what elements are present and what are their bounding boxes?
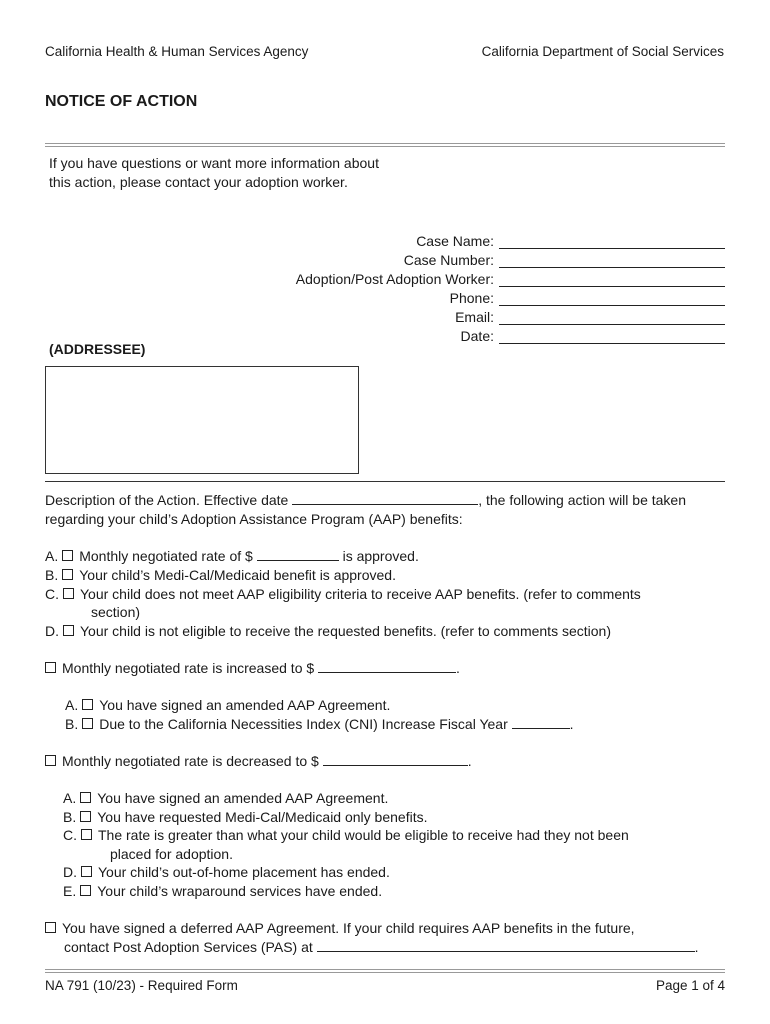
checkbox-decrease-e[interactable]	[80, 885, 91, 896]
decrease-option-d	[63, 863, 390, 882]
fiscal-year-field[interactable]	[512, 715, 570, 729]
case-name-field[interactable]	[499, 234, 725, 249]
deferred-agreement-continued	[64, 938, 699, 957]
option-text: Your child’s out-of-home placement has ended.	[98, 864, 390, 880]
case-number-label: Case Number:	[403, 252, 494, 268]
description-text: Description of the Action. Effective date	[45, 492, 289, 508]
checkbox-increase-b[interactable]	[82, 718, 93, 729]
rate-decrease	[41, 752, 472, 771]
option-letter: A.	[45, 548, 59, 564]
effective-date-field[interactable]	[292, 491, 478, 505]
divider	[45, 143, 725, 147]
agency-name: California Health & Human Services Agency	[45, 44, 309, 59]
worker-field[interactable]	[499, 272, 725, 287]
email-field[interactable]	[499, 310, 725, 325]
option-text: You have signed an amended AAP Agreement.	[97, 790, 389, 806]
checkbox-c[interactable]	[63, 588, 74, 599]
option-text: .	[694, 939, 699, 955]
email-label: Email:	[455, 309, 494, 325]
option-text: Due to the California Necessities Index (CNI) Increase Fiscal Year	[99, 716, 508, 732]
checkbox-increase[interactable]	[45, 662, 56, 673]
case-number-field[interactable]	[499, 253, 725, 268]
option-d	[45, 622, 611, 641]
option-text: You have signed an amended AAP Agreement.	[99, 697, 391, 713]
checkbox-deferred[interactable]	[45, 922, 56, 933]
option-text: Monthly negotiated rate is decreased to $	[62, 753, 319, 769]
description	[45, 491, 686, 529]
option-text: You have requested Medi-Cal/Medicaid only benefits.	[97, 809, 428, 825]
case-fields	[255, 230, 725, 344]
case-name-label: Case Name:	[416, 233, 494, 249]
case-number-row	[255, 249, 725, 268]
option-text: Your child’s wraparound services have ended.	[97, 883, 383, 899]
case-name-row	[255, 230, 725, 249]
option-b	[45, 566, 396, 585]
option-letter: E.	[63, 883, 77, 899]
increase-option-a	[65, 696, 390, 715]
option-letter: D.	[63, 864, 77, 880]
option-text: Your child’s Medi-Cal/Medicaid benefit is approved.	[79, 567, 396, 583]
option-letter: A.	[65, 697, 79, 713]
checkbox-increase-a[interactable]	[82, 699, 93, 710]
decrease-option-c-continued: placed for adoption.	[110, 846, 233, 862]
addressee-label: (ADDRESSEE)	[49, 341, 146, 357]
option-letter: A.	[63, 790, 77, 806]
addressee-box[interactable]	[45, 366, 359, 474]
option-text: Monthly negotiated rate is increased to $	[62, 660, 315, 676]
checkbox-decrease-d[interactable]	[81, 866, 92, 877]
decrease-option-e	[63, 882, 382, 901]
option-text: Monthly negotiated rate of $	[79, 548, 253, 564]
worker-row	[255, 268, 725, 287]
rate-increase	[41, 659, 460, 678]
option-text: .	[569, 716, 574, 732]
department-name: California Department of Social Services	[481, 44, 724, 59]
phone-label: Phone:	[449, 290, 494, 306]
email-row	[255, 306, 725, 325]
date-field[interactable]	[499, 329, 725, 344]
option-text: is approved.	[342, 548, 419, 564]
option-c	[45, 585, 641, 604]
divider	[45, 969, 725, 973]
negotiated-rate-field[interactable]	[257, 547, 339, 561]
date-row	[255, 325, 725, 344]
option-letter: C.	[45, 586, 59, 602]
option-text: .	[467, 753, 472, 769]
increase-option-b	[65, 715, 574, 734]
option-text: You have signed a deferred AAP Agreement. If your child requires AAP benefits in the future,	[62, 920, 635, 936]
increase-amount-field[interactable]	[318, 659, 456, 673]
page-number: Page 1 of 4	[655, 978, 725, 993]
phone-field[interactable]	[499, 291, 725, 306]
deferred-agreement	[41, 919, 635, 938]
option-c-continued: section)	[91, 604, 141, 620]
description-text: , the following action will be taken	[478, 492, 687, 508]
intro-text: If you have questions or want more information about this action, please contact your adoption worker.	[49, 155, 379, 190]
form-number: NA 791 (10/23) - Required Form	[45, 978, 238, 993]
page-title: NOTICE OF ACTION	[45, 93, 198, 110]
option-letter: D.	[45, 623, 59, 639]
option-text: Your child does not meet AAP eligibility criteria to receive AAP benefits. (refer to comments	[80, 586, 641, 602]
phone-row	[255, 287, 725, 306]
description-line-2: regarding your child’s Adoption Assistance Program (AAP) benefits:	[45, 511, 463, 527]
option-letter: B.	[45, 567, 59, 583]
checkbox-b[interactable]	[62, 569, 73, 580]
option-text: Your child is not eligible to receive the requested benefits. (refer to comments section)	[80, 623, 611, 639]
checkbox-a[interactable]	[62, 550, 73, 561]
option-text: .	[456, 660, 460, 676]
checkbox-decrease-a[interactable]	[80, 792, 91, 803]
option-letter: C.	[63, 827, 77, 843]
option-letter: B.	[65, 716, 79, 732]
option-a	[45, 547, 419, 566]
pas-contact-field[interactable]	[317, 938, 695, 952]
decrease-option-c	[63, 826, 629, 845]
description-line-1	[45, 491, 686, 510]
option-text: The rate is greater than what your child would be eligible to receive had they not been	[98, 827, 629, 843]
option-letter: B.	[63, 809, 77, 825]
checkbox-decrease-c[interactable]	[81, 829, 92, 840]
checkbox-decrease[interactable]	[45, 755, 56, 766]
worker-label: Adoption/Post Adoption Worker:	[295, 271, 494, 287]
date-label: Date:	[460, 328, 494, 344]
checkbox-decrease-b[interactable]	[80, 811, 91, 822]
decrease-amount-field[interactable]	[323, 752, 468, 766]
divider	[45, 481, 725, 482]
decrease-option-b	[63, 808, 427, 827]
option-text: contact Post Adoption Services (PAS) at	[64, 939, 313, 955]
checkbox-d[interactable]	[63, 625, 74, 636]
decrease-option-a	[63, 789, 388, 808]
